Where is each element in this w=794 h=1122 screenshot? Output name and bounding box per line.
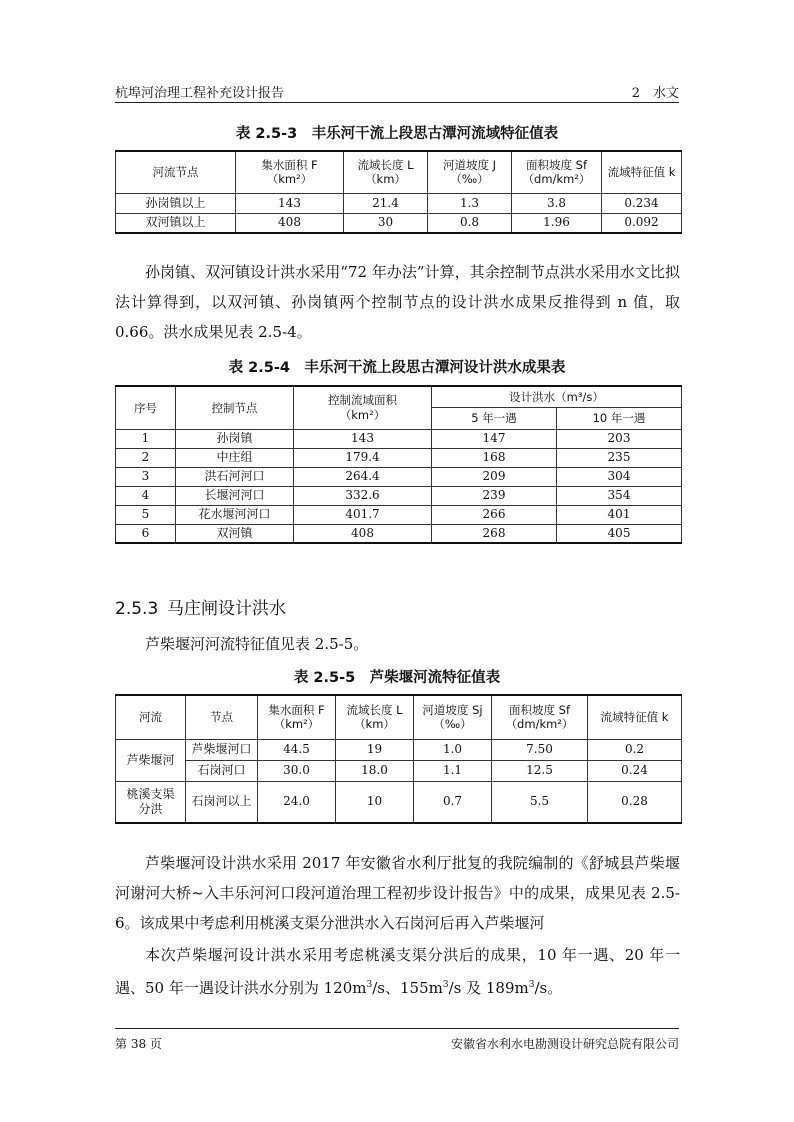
page-header xyxy=(115,80,679,103)
table-cell: 1.3 xyxy=(428,193,512,213)
watershed-table xyxy=(115,150,682,234)
table-cell: 408 xyxy=(294,524,432,543)
table-row xyxy=(116,760,682,781)
table-cell: 石岗河以上 xyxy=(186,781,258,823)
table-row xyxy=(116,781,682,823)
table-cell: 44.5 xyxy=(258,739,336,760)
col-header: 流域长度 L （km） xyxy=(336,695,414,739)
col-header: 河流节点 xyxy=(116,151,236,193)
table-cell: 0.092 xyxy=(602,213,682,233)
section-title: 马庄闸设计洪水 xyxy=(167,599,286,619)
table-cell: 中庄组 xyxy=(176,448,294,467)
table-cell: 147 xyxy=(432,429,557,448)
col-header: 河流 xyxy=(116,695,186,739)
table-row xyxy=(116,448,682,467)
col-header: 面积坡度 Sf （dm/km²） xyxy=(492,695,588,739)
table-cell: 0.24 xyxy=(588,760,682,781)
table-cell: 双河镇 xyxy=(176,524,294,543)
table-cell: 孙岗镇以上 xyxy=(116,193,236,213)
col-header: 节点 xyxy=(186,695,258,739)
table-cell: 洪石河河口 xyxy=(176,467,294,486)
table-cell: 408 xyxy=(236,213,344,233)
table-cell: 6 xyxy=(116,524,176,543)
table-cell: 10 xyxy=(336,781,414,823)
section-number: 2.5.3 xyxy=(115,599,159,619)
table-cell: 21.4 xyxy=(344,193,428,213)
table-cell: 长堰河河口 xyxy=(176,486,294,505)
table-cell: 30.0 xyxy=(258,760,336,781)
table-cell: 24.0 xyxy=(258,781,336,823)
col-header: 河道坡度 J （‰） xyxy=(428,151,512,193)
col-header: 控制节点 xyxy=(176,386,294,429)
table-cell: 4 xyxy=(116,486,176,505)
table-caption: 表 2.5-5 芦柴堰河流特征值表 xyxy=(293,670,501,686)
table-cell: 7.50 xyxy=(492,739,588,760)
table-cell: 0.28 xyxy=(588,781,682,823)
table-cell: 401 xyxy=(557,505,682,524)
footer-org: 安徽省水利水电勘测设计研究总院有限公司 xyxy=(450,1037,679,1051)
col-header: 5 年一遇 xyxy=(432,407,557,429)
table-cell: 花水堰河河口 xyxy=(176,505,294,524)
table-cell: 19 xyxy=(336,739,414,760)
table-cell: 双河镇以上 xyxy=(116,213,236,233)
flood-results-table xyxy=(115,385,682,544)
table-cell: 354 xyxy=(557,486,682,505)
body-paragraph: 芦柴堰河设计洪水采用 2017 年安徽省水利厅批复的我院编制的《舒城县芦柴堰河谢河大桥~入丰乐河河口段河道治理工程初步设计报告》中的成果，成果见表 2.5-6。该成果中考虑利用桃溪支渠分泄洪水入石岗河后再入芦柴堰河 xyxy=(115,854,680,932)
table-cell: 405 xyxy=(557,524,682,543)
table-cell: 12.5 xyxy=(492,760,588,781)
table-cell: 0.8 xyxy=(428,213,512,233)
table-cell: 18.0 xyxy=(336,760,414,781)
col-header: 集水面积 F （km²） xyxy=(258,695,336,739)
table-cell: 1.1 xyxy=(414,760,492,781)
table-cell: 401.7 xyxy=(294,505,432,524)
table-row xyxy=(116,486,682,505)
river-name-cell: 芦柴堰河 xyxy=(116,739,186,781)
table-cell: 0.234 xyxy=(602,193,682,213)
table-cell: 264.4 xyxy=(294,467,432,486)
table-cell: 0.2 xyxy=(588,739,682,760)
table-cell: 3.8 xyxy=(512,193,602,213)
col-header: 面积坡度 Sf （dm/km²） xyxy=(512,151,602,193)
river-characteristics-table xyxy=(115,694,682,824)
table-cell: 209 xyxy=(432,467,557,486)
col-header: 序号 xyxy=(116,386,176,429)
table-caption: 表 2.5-4 丰乐河干流上段思古潭河设计洪水成果表 xyxy=(228,360,566,376)
table-cell: 235 xyxy=(557,448,682,467)
table-cell: 0.7 xyxy=(414,781,492,823)
col-header: 10 年一遇 xyxy=(557,407,682,429)
table-cell: 30 xyxy=(344,213,428,233)
table-row xyxy=(116,524,682,543)
table-cell: 石岗河口 xyxy=(186,760,258,781)
section-heading xyxy=(115,594,286,619)
table-cell: 1 xyxy=(116,429,176,448)
table-cell: 1.96 xyxy=(512,213,602,233)
table-cell: 芦柴堰河口 xyxy=(186,739,258,760)
table-caption: 表 2.5-3 丰乐河干流上段思古潭河流域特征值表 xyxy=(235,126,559,142)
page-number: 第 38 页 xyxy=(115,1037,162,1051)
table-cell: 179.4 xyxy=(294,448,432,467)
page-footer xyxy=(115,1028,679,1051)
body-paragraph: 本次芦柴堰河设计洪水采用考虑桃溪支渠分洪后的成果，10 年一遇、20 年一遇、50 年一遇设计洪水分别为 $120m^3/s$、$155m^3/s$ 及 $189m^3/s$。 xyxy=(115,946,680,997)
table-cell: 5 xyxy=(116,505,176,524)
col-header: 流域特征值 k xyxy=(602,151,682,193)
table-cell: 266 xyxy=(432,505,557,524)
table-row xyxy=(116,213,682,233)
body-paragraph: 孙岗镇、双河镇设计洪水采用“72 年办法”计算，其余控制节点洪水采用水文比拟法计算得到，以双河镇、孙岗镇两个控制节点的设计洪水成果反推得到 n 值，取 0.66。洪水成果见表 2.5-4。 xyxy=(115,263,680,341)
table-cell: 268 xyxy=(432,524,557,543)
table-row xyxy=(116,467,682,486)
col-header: 流域特征值 k xyxy=(588,695,682,739)
col-header: 流域长度 L （km） xyxy=(344,151,428,193)
table-row xyxy=(116,193,682,213)
table-cell: 332.6 xyxy=(294,486,432,505)
header-title: 杭埠河治理工程补充设计报告 xyxy=(115,86,285,101)
table-cell: 143 xyxy=(294,429,432,448)
col-header: 设计洪水（m³/s） xyxy=(432,386,682,407)
table-cell: 2 xyxy=(116,448,176,467)
river-name-cell: 桃溪支渠 分洪 xyxy=(116,781,186,823)
table-cell: 203 xyxy=(557,429,682,448)
table-cell: 5.5 xyxy=(492,781,588,823)
header-chapter: 2 水文 xyxy=(631,86,679,101)
table-row xyxy=(116,739,682,760)
col-header: 河道坡度 Sj （‰） xyxy=(414,695,492,739)
table-row xyxy=(116,505,682,524)
table-cell: 239 xyxy=(432,486,557,505)
table-cell: 孙岗镇 xyxy=(176,429,294,448)
table-cell: 1.0 xyxy=(414,739,492,760)
table-row xyxy=(116,429,682,448)
table-cell: 3 xyxy=(116,467,176,486)
table-cell: 143 xyxy=(236,193,344,213)
col-header: 控制流域面积 （km²） xyxy=(294,386,432,429)
table-cell: 168 xyxy=(432,448,557,467)
table-cell: 304 xyxy=(557,467,682,486)
col-header: 集水面积 F （km²） xyxy=(236,151,344,193)
body-paragraph: 芦柴堰河河流特征值见表 2.5-5。 xyxy=(145,635,369,653)
